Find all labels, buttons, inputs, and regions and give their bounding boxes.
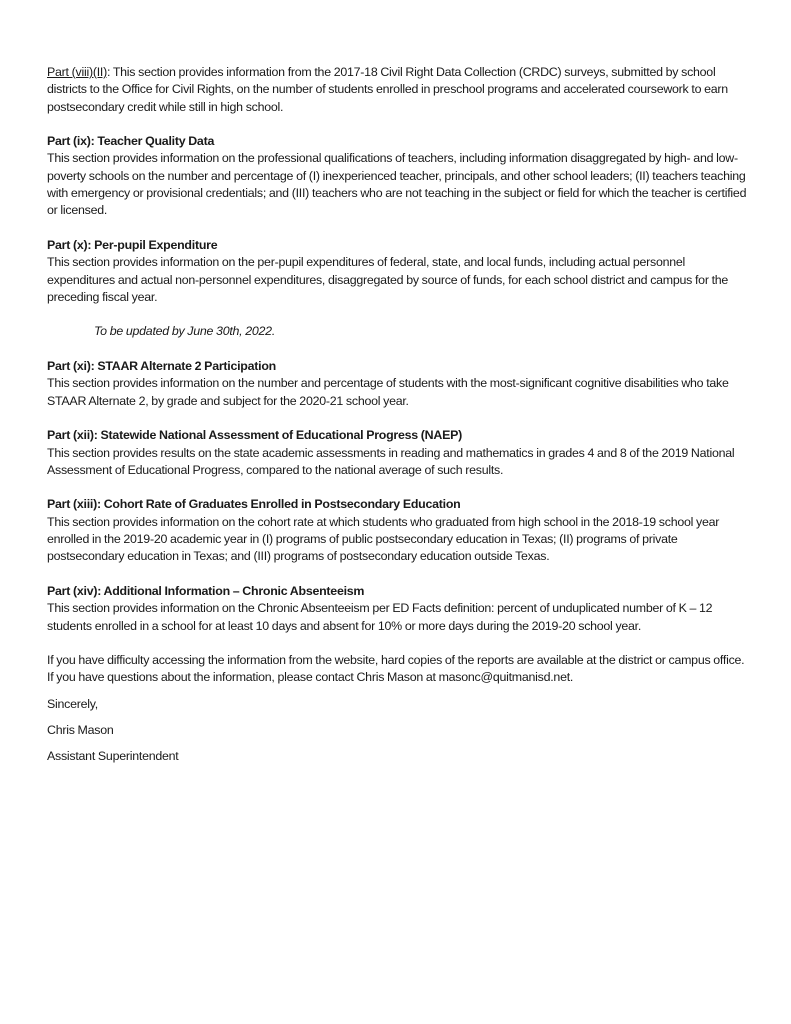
section-viii-ii-text: : This section provides information from the 2017-18 Civil Right Data Collection (CRDC) surveys, submitted by school districts to the Office for Civil Rights, on the number of students enrolled in preschool programs and accelerated coursework to earn postsecondary credit while still in high school.	[47, 65, 728, 114]
section-viii-ii-label: Part (viii)(II)	[47, 65, 107, 79]
contact-paragraph: If you have difficulty accessing the information from the website, hard copies of the reports are available at the district or campus office. If you have questions about the information, please contact Chris Mason at masonc@quitmanisd.net.	[47, 653, 745, 685]
section-xiii-heading: Part (xiii): Cohort Rate of Graduates Enrolled in Postsecondary Education	[47, 497, 461, 512]
section-xi	[47, 358, 747, 410]
section-xi-body: This section provides information on the number and percentage of students with the most-significant cognitive disabilities who take STAAR Alternate 2, by grade and subject for the 2020-21 school year.	[47, 376, 729, 408]
closing-salutation: Sincerely,	[47, 696, 98, 711]
section-xiv-heading: Part (xiv): Additional Information – Chronic Absenteeism	[47, 583, 365, 598]
signature-title: Assistant Superintendent	[47, 749, 179, 764]
section-xiii-body: This section provides information on the cohort rate at which students who graduated from high school in the 2018-19 school year enrolled in the 2019-20 academic year in (I) programs of public postsecondary education in Texas; (II) programs of private postsecondary education in Texas; and (III) programs of postsecondary education outside Texas.	[47, 514, 720, 564]
section-ix	[47, 133, 747, 219]
section-x-heading: Part (x): Per-pupil Expenditure	[47, 237, 218, 252]
section-ix-body: This section provides information on the professional qualifications of teachers, including information disaggregated by high- and low-poverty schools on the number and percentage of (I) inexperienced teacher, principals, and other school leaders; (II) teachers teaching with emergency or provisional credentials; and (III) teachers who are not teaching in the subject or field for which the teacher is certified or licensed.	[47, 151, 747, 218]
section-xi-heading: Part (xi): STAAR Alternate 2 Participation	[47, 359, 276, 374]
section-xiv	[47, 583, 747, 635]
section-ix-heading: Part (ix): Teacher Quality Data	[47, 134, 215, 149]
section-xii-body: This section provides results on the state academic assessments in reading and mathematics in grades 4 and 8 of the 2019 National Assessment of Educational Progress, compared to the national average of such results.	[47, 445, 735, 477]
signature-name: Chris Mason	[47, 722, 114, 737]
section-xii	[47, 427, 747, 479]
section-xii-heading: Part (xii): Statewide National Assessment of Educational Progress (NAEP)	[47, 428, 462, 443]
section-x-update-note: To be updated by June 30th, 2022.	[94, 324, 276, 339]
section-viii-ii	[47, 64, 747, 116]
section-x-body: This section provides information on the per-pupil expenditures of federal, state, and local funds, including actual personnel expenditures and actual non-personnel expenditures, disaggregated by source of funds, for each school district and campus for the preceding fiscal year.	[47, 255, 729, 304]
section-xiv-body: This section provides information on the Chronic Absenteeism per ED Facts definition: percent of unduplicated number of K – 12 students enrolled in a school for at least 10 days and absent for 10% or more days during the 2019-20 school year.	[47, 601, 713, 633]
section-xiii	[47, 496, 747, 565]
section-x	[47, 237, 747, 306]
document-page	[47, 64, 747, 775]
